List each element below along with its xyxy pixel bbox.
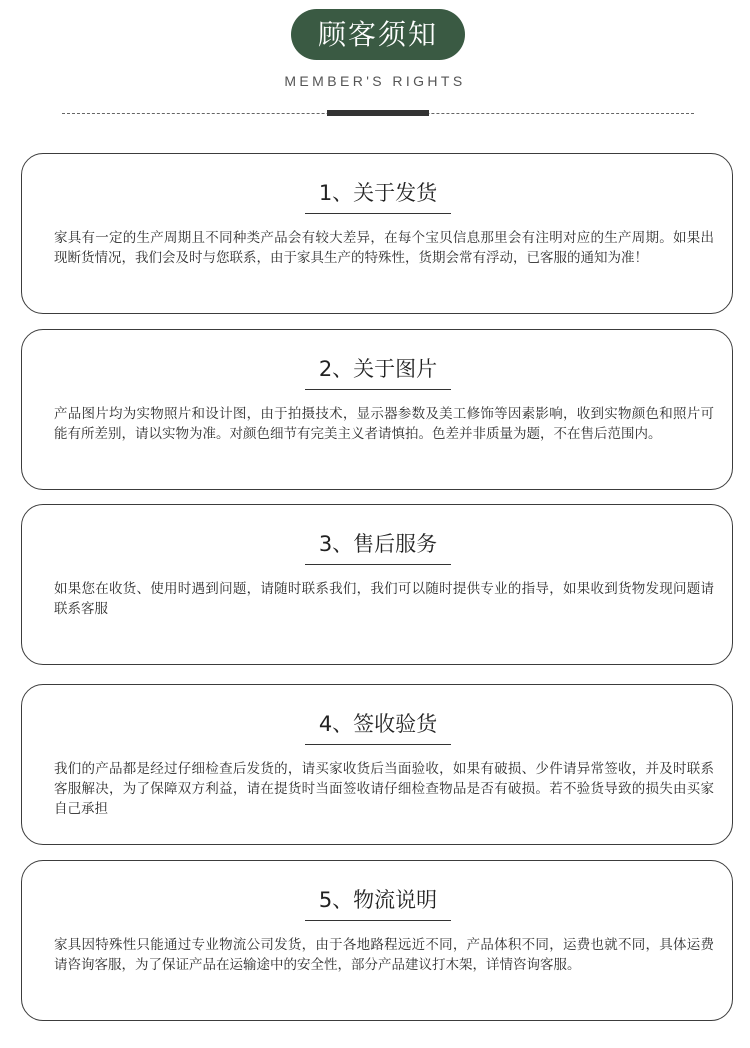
page-title: 顾客须知 bbox=[291, 9, 465, 60]
section-title: 5、物流说明 bbox=[305, 880, 451, 921]
section-text: 产品图片均为实物照片和设计图，由于拍摄技术，显示器参数及美工修饰等因素影响，收到实物颜色和照片可能有所差别，请以实物为准。对颜色细节有完美主义者请慎拍。色差并非质量为题，不在售后范围内。 bbox=[54, 406, 714, 442]
page-subtitle: MEMBER'S RIGHTS bbox=[284, 73, 466, 89]
section-title: 2、关于图片 bbox=[305, 349, 451, 390]
section-text: 家具有一定的生产周期且不同种类产品会有较大差异，在每个宝贝信息那里会有注明对应的生产周期。如果出现断货情况，我们会及时与您联系，由于家具生产的特殊性，货期会常有浮动，已客服的通知为准！ bbox=[54, 230, 714, 266]
section-card-images bbox=[21, 329, 733, 490]
section-title: 3、售后服务 bbox=[305, 524, 451, 565]
section-card-inspection bbox=[21, 684, 733, 845]
section-title: 4、签收验货 bbox=[305, 704, 451, 745]
section-title: 1、关于发货 bbox=[305, 173, 451, 214]
section-text: 我们的产品都是经过仔细检查后发货的，请买家收货后当面验收，如果有破损、少件请异常签收，并及时联系客服解决，为了保障双方利益，请在提货时当面签收请仔细检查物品是否有破损。若不验货导致的损失由买家自己承担 bbox=[54, 761, 714, 817]
divider-accent-bar bbox=[327, 110, 429, 116]
section-card-shipping bbox=[21, 153, 733, 314]
section-text: 如果您在收货、使用时遇到问题，请随时联系我们，我们可以随时提供专业的指导，如果收到货物发现问题请联系客服 bbox=[54, 581, 714, 617]
section-card-after-sales bbox=[21, 504, 733, 665]
section-card-logistics bbox=[21, 860, 733, 1021]
section-text: 家具因特殊性只能通过专业物流公司发货，由于各地路程远近不同，产品体积不同，运费也就不同，具体运费请咨询客服，为了保证产品在运输途中的安全性，部分产品建议打木架，详情咨询客服。 bbox=[54, 937, 714, 973]
